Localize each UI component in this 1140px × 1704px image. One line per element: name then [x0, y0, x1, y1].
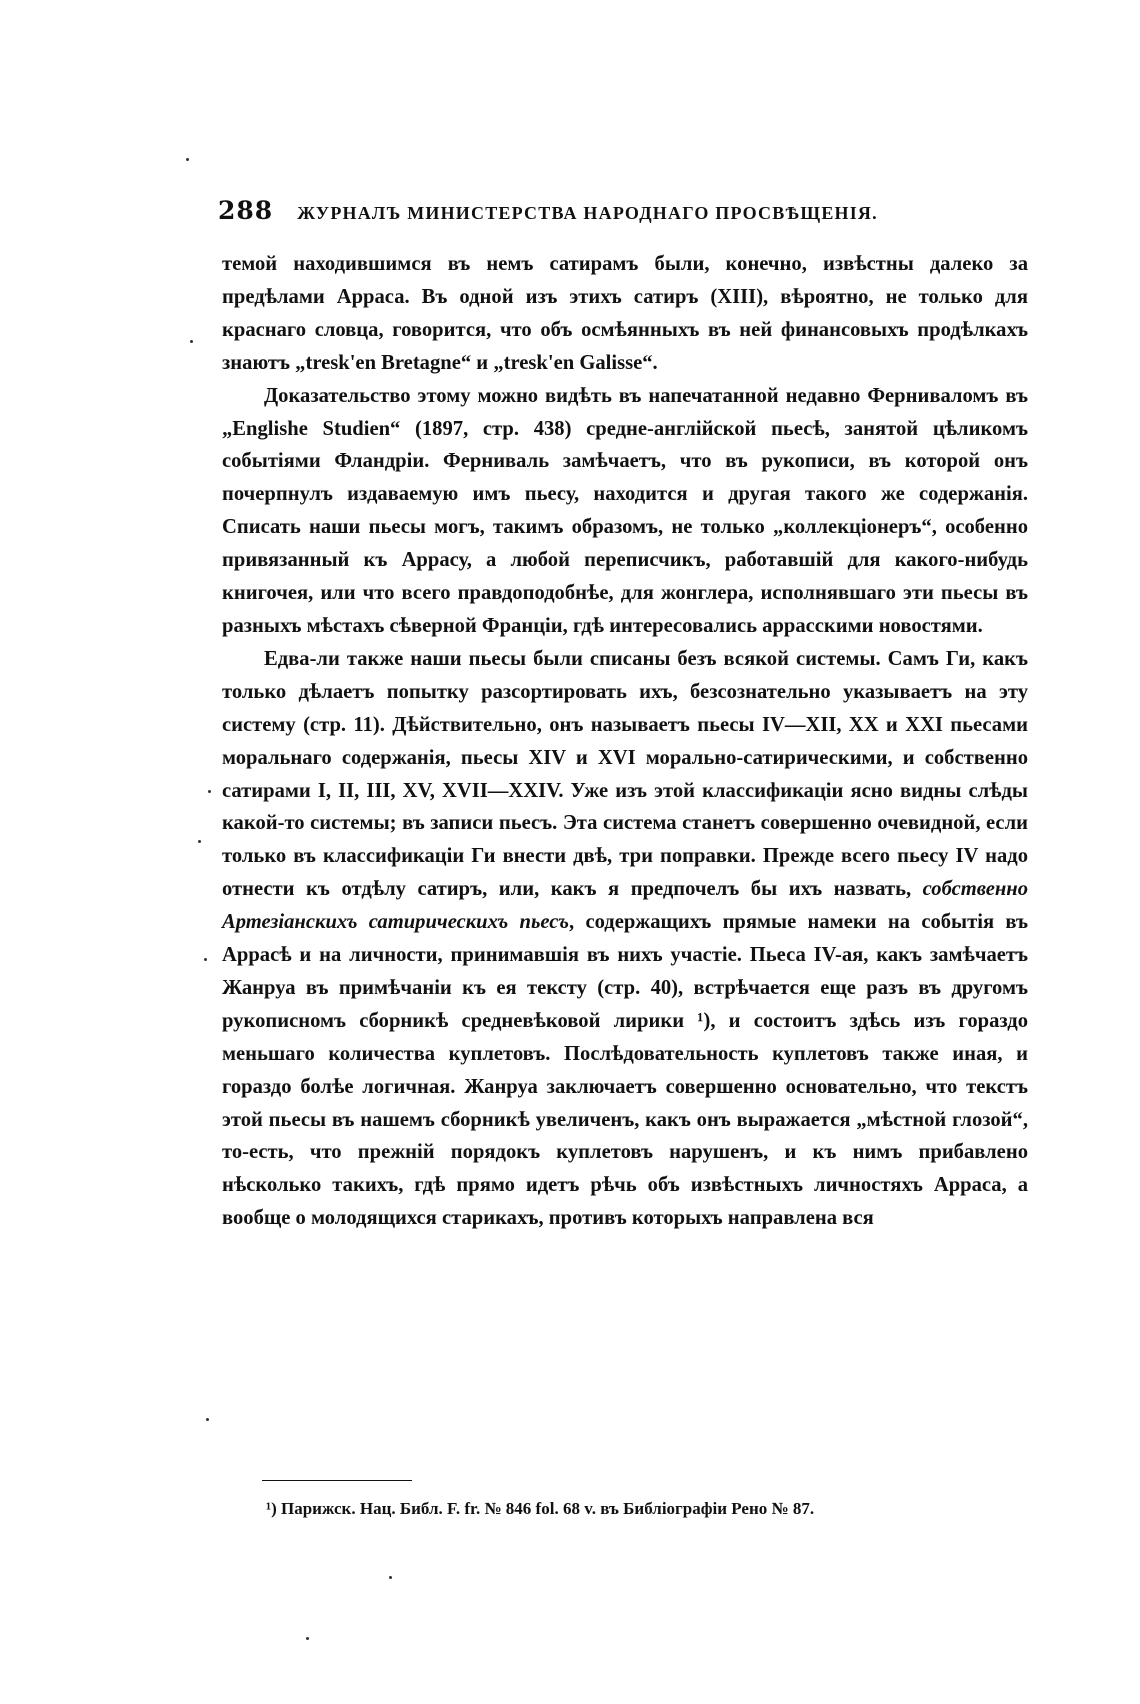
print-speck — [190, 340, 193, 343]
footnote-divider — [262, 1480, 412, 1481]
print-speck — [306, 1637, 309, 1640]
footnote: ¹) Парижск. Нац. Библ. F. fr. № 846 fol. 68 v. въ Библіографіи Рено № 87. — [266, 1499, 815, 1518]
running-head — [218, 196, 1038, 230]
print-speck — [186, 158, 189, 161]
print-speck — [206, 1418, 209, 1421]
paragraph-evidence: Доказательство этому можно видѣть въ напечатанной недавно Ферниваломъ въ „Englishe Studien“ (1897, стр. 438) средне-англійской пьесѣ, занятой цѣликомъ событіями Фландріи. Ферниваль замѣчаетъ, что въ рукописи, въ которой онъ почерпнулъ издаваемую имъ пьесу, находится и другая такого же содержанія. Списать наши пьесы могъ, такимъ образомъ, не только „коллекціонеръ“, особенно привязанный къ Аррасу, а любой переписчикъ, работавшій для какого-нибудь книгочея, или что всего правдоподобнѣе, для жонглера, исполнявшаго эти пьесы въ разныхъ мѣстахъ сѣверной Франціи, гдѣ интересовались аррасскими новостями. — [222, 384, 1028, 637]
paragraph-system-part-2: , содержащихъ прямые намеки на событія въ Аррасѣ и на личности, принимавшія въ нихъ участіе. Пьеса IV-ая, какъ замѣчаетъ Жанруа въ примѣчаніи къ ея тексту (стр. 40), встрѣчается еще разъ въ другомъ рукописномъ сборникѣ средневѣковой лирики ¹), и состоитъ здѣсь изъ гораздо меньшаго количества куплетовъ. Послѣдовательность куплетовъ также иная, и гораздо болѣе логичная. Жанруа заключаетъ совершенно основательно, что текстъ этой пьесы въ нашемъ сборникѣ увеличенъ, какъ онъ выражается „мѣстной глозой“, то-есть, что прежній порядокъ куплетовъ нарушенъ, и къ нимъ прибавлено нѣсколько такихъ, гдѣ прямо идетъ рѣчь объ извѣстныхъ личностяхъ Арраса, а вообще о молодящихся старикахъ, противъ которыхъ направлена вся — [222, 911, 1029, 1230]
print-speck — [389, 1576, 392, 1579]
paragraph-system-part-1: Едва-ли также наши пьесы были списаны безъ всякой системы. Самъ Ги, какъ только дѣлаетъ попытку разсортировать ихъ, безсознательно указываетъ на эту систему (стр. 11). Дѣйствительно, онъ называетъ пьесы IV—XII, XX и XXI пьесами моральнаго содержанія, пьесы XIV и XVI морально-сатирическими, и собственно сатирами I, II, III, XV, XVII—XXIV. Уже изъ этой классификаціи ясно видны слѣды какой-то системы; въ записи пьесъ. Эта система станетъ совершенно очевидной, если только въ классификаціи Ги внести двѣ, три поправки. Прежде всего пьесу IV надо отнести къ отдѣлу сатиръ, или, какъ я предпочелъ бы ихъ назвать, — [222, 647, 1028, 901]
print-speck — [198, 840, 201, 843]
main-text — [222, 248, 1028, 1235]
print-speck — [204, 958, 207, 961]
page-number: 288 — [218, 196, 274, 225]
paragraph-system-italic-phrase: собственно Артезіанскихъ сатирическихъ пьесъ — [222, 878, 1028, 934]
print-speck — [208, 790, 211, 793]
paragraph-continued: темой находившимся въ немъ сатирамъ были, конечно, извѣстны далеко за предѣлами Арраса. Въ одной изъ этихъ сатиръ (XIII), вѣроятно, не только для краснаго словца, говорится, что объ осмѣянныхъ въ ней финансовыхъ продѣлкахъ знаютъ „tresk'en Bretagne“ и „tresk'en Galisse“. — [222, 253, 1028, 374]
paragraph-system — [222, 643, 1028, 1235]
journal-title: ЖУРНАЛЪ МИНИСТЕРСТВА НАРОДНАГО ПРОСВѢЩЕНІЯ. — [297, 203, 878, 223]
